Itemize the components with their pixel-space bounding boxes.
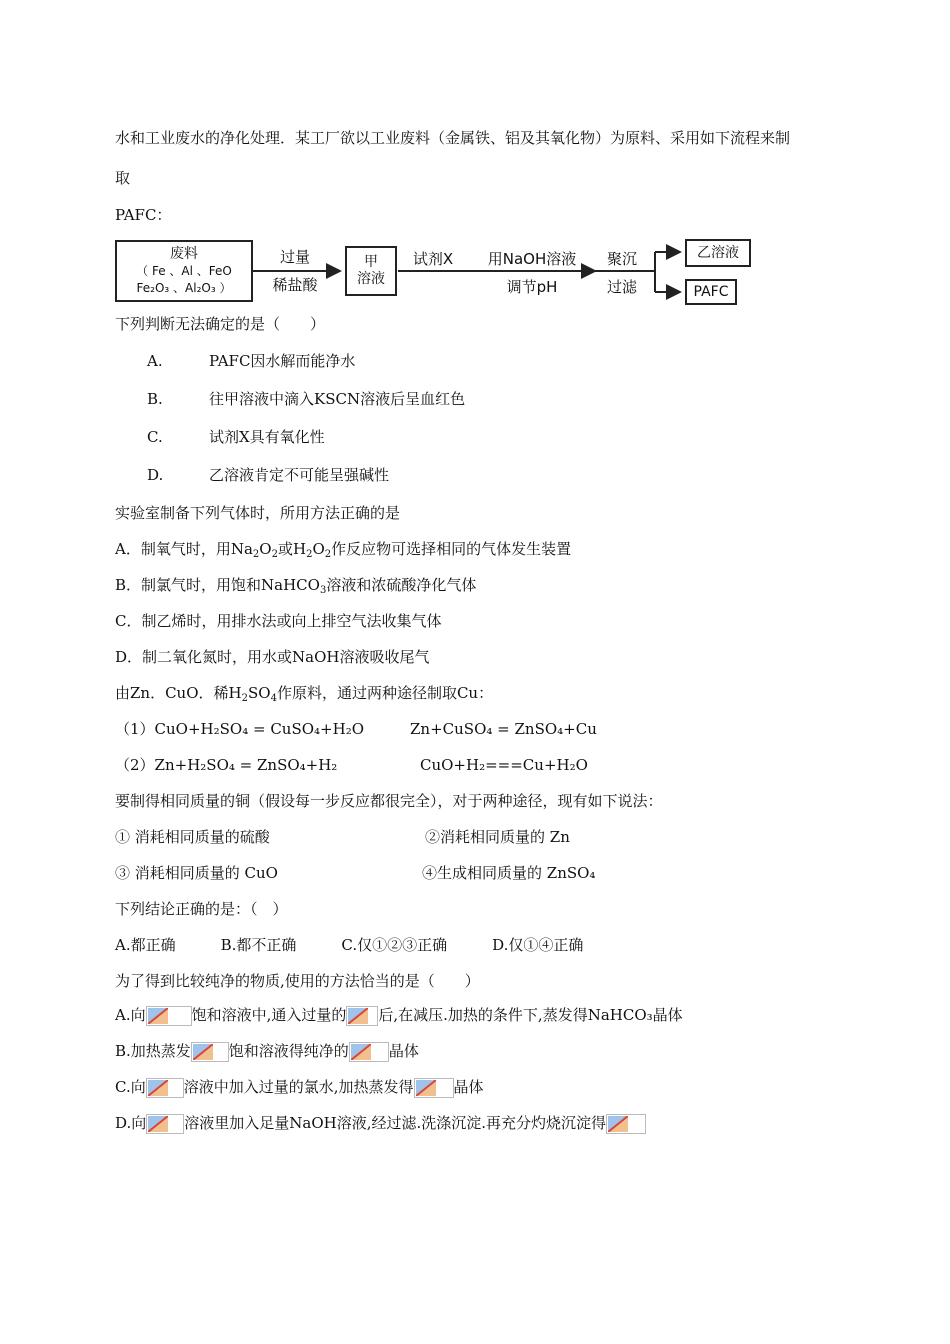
solution-jia-box	[345, 246, 397, 296]
q4-option-a: A.向 饱和溶液中,通入过量的 后,在减压.加热的条件下,蒸发得NaHCO₃晶体	[115, 1006, 683, 1024]
q1-option-d	[147, 465, 389, 485]
q4-stem: 为了得到比较纯净的物质,使用的方法恰当的是（ ）	[115, 972, 480, 990]
output-pafc: PAFC	[693, 283, 729, 300]
q1-stem: 下列判断无法确定的是（ ）	[115, 315, 326, 333]
q4-option-c: C.向 溶液中加入过量的氯水,加热蒸发得 晶体	[115, 1078, 484, 1096]
broken-image-icon	[191, 1042, 229, 1062]
step1-top-label: 过量	[279, 248, 310, 266]
q2-option-b: B．制氯气时，用饱和NaHCO$_3$溶液和浓硫酸净化气体	[115, 576, 477, 596]
broken-image-icon	[606, 1114, 646, 1134]
q2-option-a: A．制氧气时，用$Na_2O_2$或$H_2O_2$作反应物可选择相同的气体发生装置	[115, 540, 572, 560]
q3-statement-3: ③ 消耗相同质量的 CuO	[115, 864, 278, 882]
q1-option-text: 试剂X具有氧化性	[209, 428, 325, 446]
q3-stem: 由Zn．CuO．稀$H_2SO_4$作原料，通过两种途径制取Cu：	[115, 684, 494, 704]
q1-option-letter: D.	[147, 466, 164, 484]
solution-jia-top: 甲	[364, 254, 378, 270]
broken-image-icon	[146, 1078, 184, 1098]
waste-line-2: Fe₂O₃ 、Al₂O₃ ）	[136, 280, 232, 295]
output-pafc-box	[685, 279, 737, 305]
q1-option-a	[147, 351, 355, 371]
q3-statement-1: ① 消耗相同质量的硫酸	[115, 828, 270, 846]
broken-image-icon	[414, 1078, 454, 1098]
q3-reaction-1-left: （1）CuO+H₂SO₄ = CuSO₄+H₂O	[115, 720, 365, 738]
step3-bottom-label: 调节pH	[506, 278, 558, 296]
q3-statement-2: ②消耗相同质量的 Zn	[425, 828, 570, 846]
q3-reaction-2-right: CuO+H₂===Cu+H₂O	[420, 756, 588, 774]
q1-option-c	[147, 427, 325, 447]
q2-option-d: D．制二氧化氮时，用水或NaOH溶液吸收尾气	[115, 648, 430, 666]
step4-top-label: 聚沉	[606, 250, 637, 268]
waste-box	[115, 240, 253, 302]
broken-image-icon	[346, 1006, 378, 1026]
intro-line-1: 水和工业废水的净化处理．某工厂欲以工业废料（金属铁、铝及其氧化物）为原料、采用如下流程来制	[115, 129, 791, 147]
broken-image-icon	[349, 1042, 389, 1062]
broken-image-icon	[146, 1114, 184, 1134]
q3-reaction-1-right: Zn+CuSO₄ = ZnSO₄+Cu	[410, 720, 597, 738]
q1-option-text: 往甲溶液中滴入KSCN溶液后呈血红色	[209, 390, 466, 408]
output-solution-yi: 乙溶液	[697, 244, 739, 261]
process-flowchart	[115, 236, 755, 306]
q1-option-text: 乙溶液肯定不可能呈强碱性	[209, 466, 390, 484]
q3-statement-4: ④生成相同质量的 ZnSO₄	[422, 864, 596, 882]
step3-top-label: 用NaOH溶液	[487, 250, 577, 268]
q1-option-letter: A.	[147, 352, 163, 370]
q1-option-text: PAFC因水解而能净水	[209, 352, 356, 370]
output-solution-yi-box	[685, 239, 751, 267]
q2-option-c: C．制乙烯时，用排水法或向上排空气法收集气体	[115, 612, 442, 630]
broken-image-icon	[146, 1006, 192, 1026]
q3-ask: 下列结论正确的是：（ ）	[115, 900, 288, 918]
waste-line-1: （ Fe 、Al 、FeO	[136, 263, 232, 278]
q1-option-letter: C.	[147, 428, 163, 446]
q4-option-b: B.加热蒸发 饱和溶液得纯净的 晶体	[115, 1042, 419, 1060]
q3-reaction-2-left: （2）Zn+H₂SO₄ = ZnSO₄+H₂	[115, 756, 338, 774]
waste-title: 废料	[170, 245, 198, 262]
q1-option-b	[147, 389, 465, 409]
q3-options: A.都正确 B.都不正确 C.仅①②③正确 D.仅①④正确	[115, 936, 584, 954]
intro-line-3: PAFC：	[115, 206, 172, 224]
solution-jia-bottom: 溶液	[357, 271, 385, 287]
q2-stem: 实验室制备下列气体时，所用方法正确的是	[115, 504, 401, 522]
q1-option-letter: B.	[147, 390, 163, 408]
q3-condition: 要制得相同质量的铜（假设每一步反应都很完全），对于两种途径，现有如下说法：	[115, 792, 663, 810]
step2-top-label: 试剂X	[412, 250, 454, 268]
step4-bottom-label: 过滤	[606, 278, 637, 296]
step1-bottom-label: 稀盐酸	[272, 276, 318, 294]
intro-line-2: 取	[115, 169, 131, 187]
q4-option-d: D.向 溶液里加入足量NaOH溶液,经过滤.洗涤沉淀.再充分灼烧沉淀得	[115, 1113, 646, 1134]
